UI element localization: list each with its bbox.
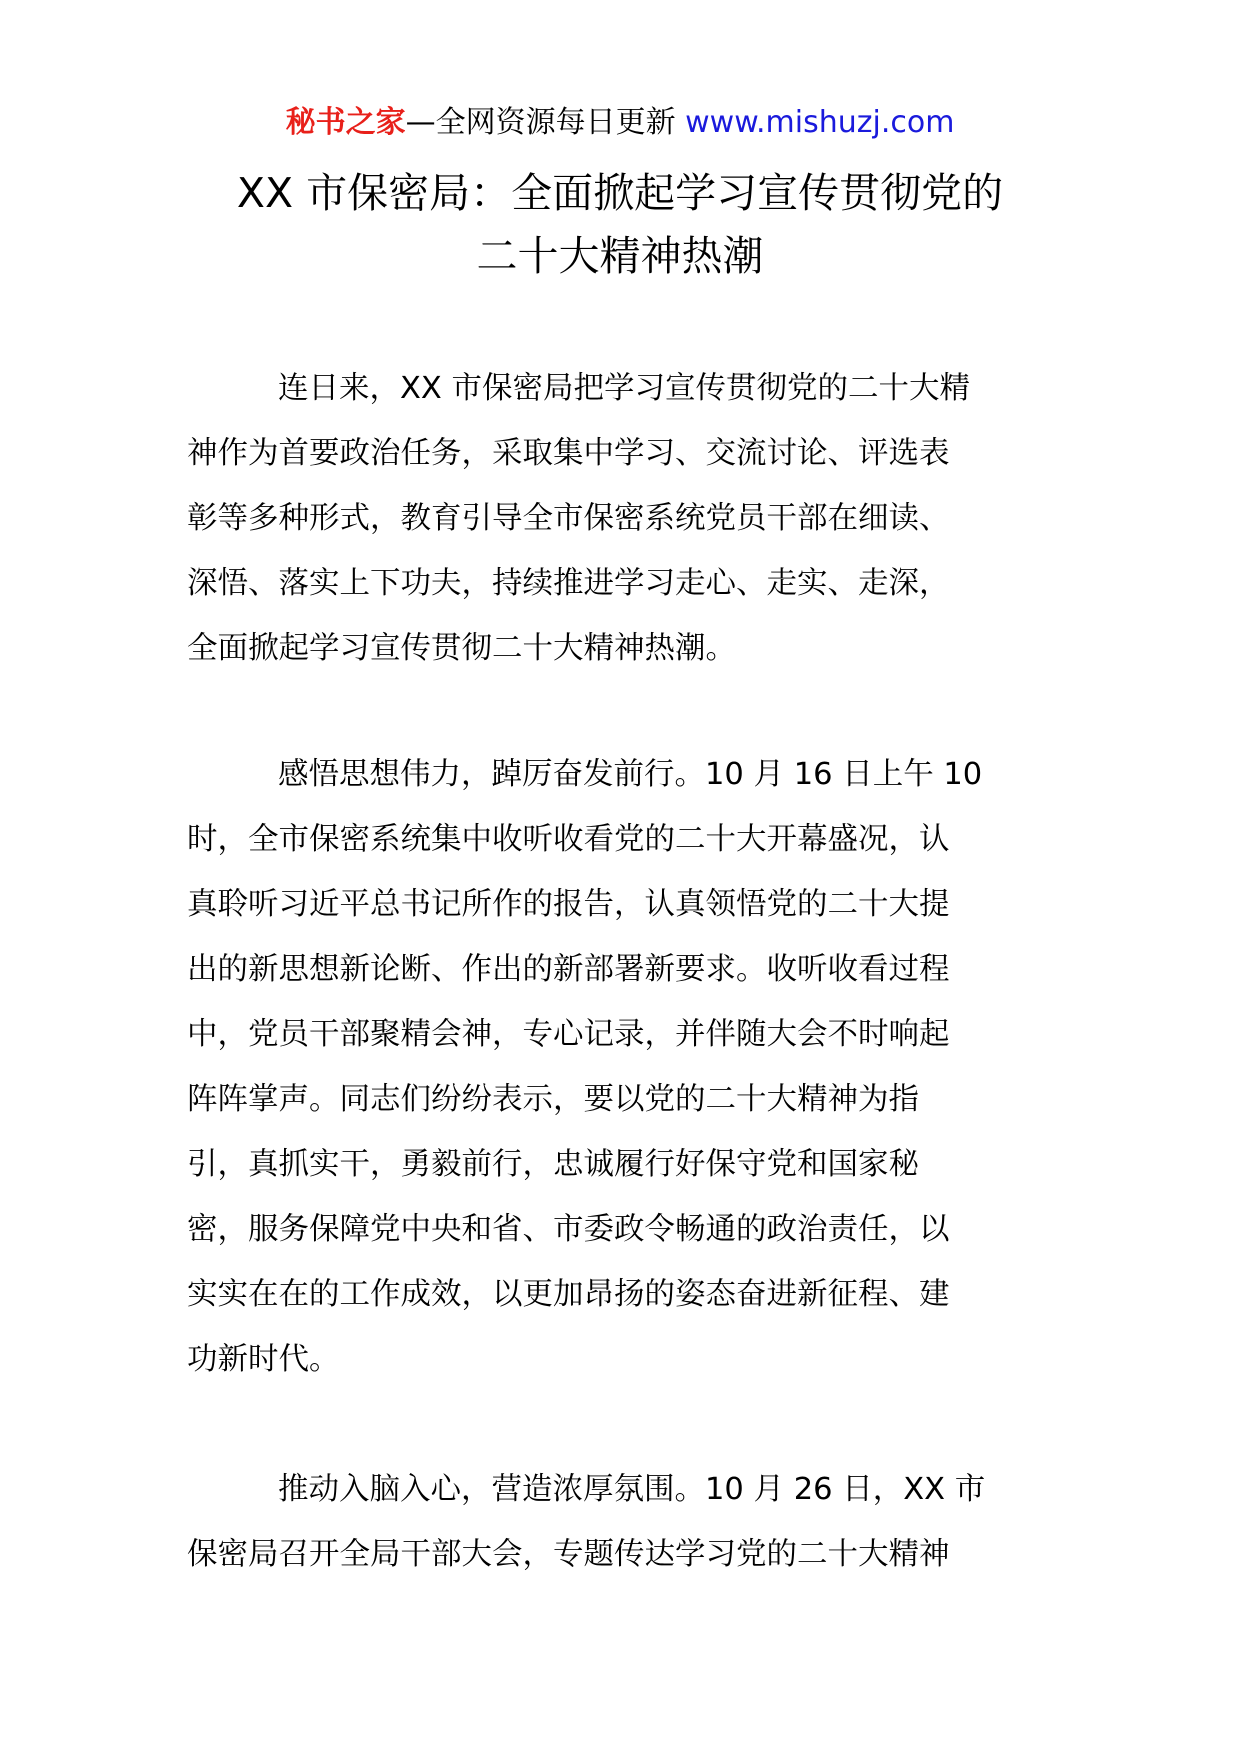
text-line: 全面掀起学习宣传贯彻二十大精神热潮。 — [187, 631, 736, 666]
text-line: 感悟思想伟力，踔厉奋发前行。10 月 16 日上午 10 — [278, 757, 983, 792]
text-line: 时，全市保密系统集中收听收看党的二十大开幕盛况，认 — [187, 822, 950, 857]
text-line: 出的新思想新论断、作出的新部署新要求。收听收看过程 — [187, 952, 950, 987]
text-line: 阵阵掌声。同志们纷纷表示，要以党的二十大精神为指 — [187, 1082, 919, 1117]
site-header — [0, 103, 1240, 143]
text-line: 实实在在的工作成效，以更加昂扬的姿态奋进新征程、建 — [187, 1277, 950, 1312]
text-line: 引，真抓实干，勇毅前行，忠诚履行好保守党和国家秘 — [187, 1147, 919, 1182]
paragraph-section-1 — [187, 742, 1055, 1392]
paragraph-section-2 — [187, 1457, 1055, 1587]
text-line: 保密局召开全局干部大会，专题传达学习党的二十大精神 — [187, 1537, 950, 1572]
text-line: 深悟、落实上下功夫，持续推进学习走心、走实、走深， — [187, 566, 950, 601]
document-title — [0, 162, 1240, 288]
text-line: 真聆听习近平总书记所作的报告，认真领悟党的二十大提 — [187, 887, 950, 922]
text-line: 中，党员干部聚精会神，专心记录，并伴随大会不时响起 — [187, 1017, 950, 1052]
paragraph-intro — [187, 356, 1055, 681]
text-line: 功新时代。 — [187, 1342, 340, 1377]
text-line: 连日来，XX 市保密局把学习宣传贯彻党的二十大精 — [278, 371, 970, 406]
text-line: 推动入脑入心，营造浓厚氛围。10 月 26 日，XX 市 — [278, 1472, 986, 1507]
title-line: 二十大精神热潮 — [476, 232, 764, 280]
text-line: 彰等多种形式，教育引导全市保密系统党员干部在细读、 — [187, 501, 950, 536]
title-line: XX 市保密局：全面掀起学习宣传贯彻党的 — [236, 169, 1004, 217]
text-line: 神作为首要政治任务，采取集中学习、交流讨论、评选表 — [187, 436, 950, 471]
site-url-link[interactable]: www.mishuzj.com — [685, 105, 955, 140]
text-line: 密，服务保障党中央和省、市委政令畅通的政治责任，以 — [187, 1212, 950, 1247]
site-tagline: —全网资源每日更新 — [405, 105, 676, 140]
site-brand: 秘书之家 — [285, 105, 406, 140]
